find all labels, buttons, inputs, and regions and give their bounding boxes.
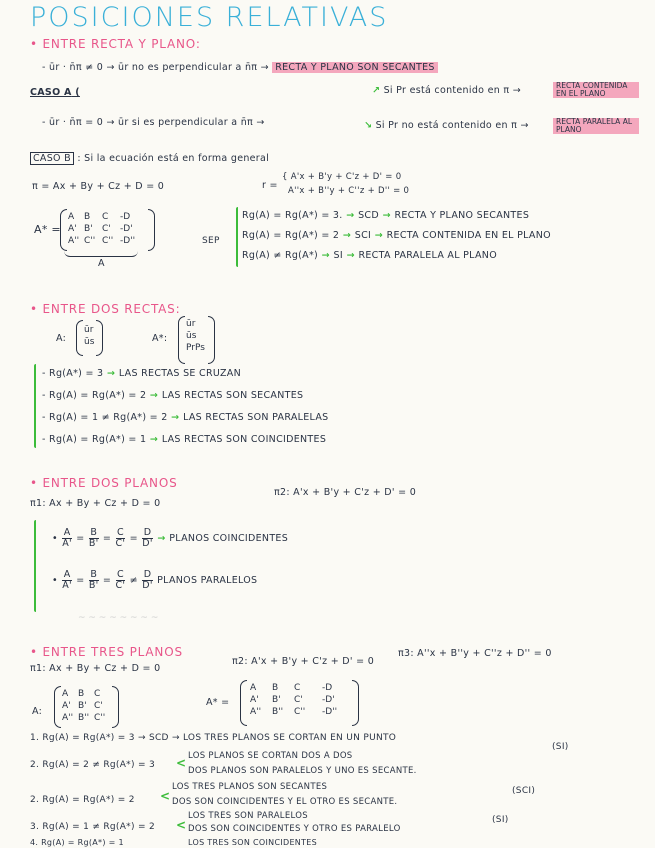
arrow-icon: → <box>371 230 387 241</box>
rules-brace <box>236 207 238 267</box>
branch2 <box>364 120 529 131</box>
fraction <box>62 570 72 591</box>
rule-result: LAS RECTAS SON COINCIDENTES <box>161 434 327 445</box>
matrix-cell: -D' <box>322 695 335 705</box>
matrix-cell: C' <box>102 224 111 234</box>
dos-rectas-a-label: A: <box>56 333 67 344</box>
arrow-icon: → <box>342 250 359 261</box>
rule-condition: - Rg(A) = Rg(A*) = 1 <box>42 434 147 445</box>
matrix-cell: B' <box>272 695 281 705</box>
fraction-numerator: B <box>90 569 98 580</box>
rule-result: LAS RECTAS SE CRUZAN <box>118 368 241 379</box>
operator: ≠ <box>126 575 142 586</box>
arrow-icon: → <box>146 390 162 401</box>
matrix-row <box>186 318 210 330</box>
fraction-numerator: A <box>63 569 71 580</box>
augmented-matrix <box>68 211 142 247</box>
fraction-denominator: B' <box>88 538 99 549</box>
matrix-cell: C'' <box>102 236 114 246</box>
rule-condition: Rg(A) = Rg(A*) = 3. <box>242 210 343 221</box>
tres-planos-astar-label: A* = <box>206 697 230 708</box>
arrow-icon: → <box>153 533 170 544</box>
fraction-denominator: C' <box>115 538 126 549</box>
matrix-cell: A' <box>250 695 259 705</box>
fraction <box>142 528 153 549</box>
caso-a-text: CASO A <box>30 87 72 98</box>
arrow-icon: ↗ <box>372 85 381 96</box>
matrix-row <box>62 700 110 712</box>
fraction-numerator: C <box>116 527 124 538</box>
matrix-row <box>250 682 352 694</box>
matrix-cell: C' <box>294 695 303 705</box>
matrix-row <box>250 706 352 718</box>
matrix-cell: ūs <box>84 337 95 347</box>
operator: = <box>72 533 88 544</box>
arrow-icon: → <box>103 368 119 379</box>
matrix-row <box>68 211 142 223</box>
section-heading-recta-plano <box>30 37 201 51</box>
matrix-cell: ūr <box>186 319 196 329</box>
astar-label: A* = <box>34 223 61 236</box>
caso-b-label: CASO B <box>30 152 74 165</box>
tres-planos-astar-matrix <box>250 682 352 718</box>
rule-condition: - Rg(A) = Rg(A*) = 2 <box>42 390 147 401</box>
dos-rectas-astar-matrix <box>186 318 210 354</box>
rule4-tag: (SI) <box>492 815 509 825</box>
dos-rectas-rule <box>42 434 326 445</box>
fraction-denominator: A' <box>62 538 72 549</box>
arrow-icon: → <box>167 412 184 423</box>
matrix-row <box>84 324 98 336</box>
matrix-cell: A'' <box>250 707 262 717</box>
bullet-icon: • <box>52 575 62 586</box>
line2-text: - ūr · n̄π = 0 → ūr si es perpendicular a n̄π → <box>42 117 265 128</box>
r-label: r = <box>262 180 278 191</box>
matrix-cell: C <box>102 212 109 222</box>
matrix-cell: A <box>68 212 75 222</box>
recta-plano-rule <box>242 230 551 241</box>
matrix-cell: A'' <box>68 236 80 246</box>
tres-planos-a-label: A: <box>32 706 43 717</box>
tres-planos-rule4-cond: 3. Rg(A) = 1 ≠ Rg(A*) = 2 <box>30 822 155 832</box>
heading-text: ENTRE RECTA Y PLANO: <box>42 37 201 51</box>
rule2-b: DOS PLANOS SON PARALELOS Y UNO ES SECANTE. <box>188 766 417 776</box>
fraction-numerator: D <box>143 569 152 580</box>
heading-text: ENTRE DOS RECTAS: <box>42 302 181 316</box>
branch1-result: RECTA CONTENIDA EN EL PLANO <box>553 82 639 98</box>
matrix-cell: B'' <box>78 713 90 723</box>
tres-planos-rule2-cond: 2. Rg(A) = 2 ≠ Rg(A*) = 3 <box>30 760 155 770</box>
dos-planos-pi1: π1: Ax + By + Cz + D = 0 <box>30 498 161 509</box>
matrix-cell: C'' <box>84 236 96 246</box>
arrow-icon: ↘ <box>364 120 373 131</box>
caso-b-line <box>30 153 269 164</box>
sep-label: SEP <box>202 236 220 246</box>
dos-planos-pi2: π2: A'x + B'y + C'z + D' = 0 <box>274 487 417 498</box>
matrix-row <box>250 694 352 706</box>
matrix-row <box>68 235 142 247</box>
matrix-cell: -D'' <box>120 236 136 246</box>
fraction-denominator: D' <box>142 538 153 549</box>
rule3-b: DOS SON COINCIDENTES Y EL OTRO ES SECANTE. <box>172 797 398 807</box>
matrix-cell: C'' <box>94 713 106 723</box>
operator: = <box>99 575 115 586</box>
fraction-denominator: C' <box>115 580 126 591</box>
rule3-tag: (SCI) <box>512 786 536 796</box>
matrix-cell: B' <box>78 701 87 711</box>
matrix-cell: C <box>94 689 101 699</box>
tres-planos-pi2: π2: A'x + B'y + C'z + D' = 0 <box>232 656 375 667</box>
operator: = <box>72 575 88 586</box>
matrix-a-label: A <box>98 258 105 269</box>
r-equation-1: { A'x + B'y + C'z + D' = 0 <box>282 172 402 182</box>
branch1-text: Si Pr está contenido en π → <box>383 85 521 96</box>
fraction <box>116 528 126 549</box>
bleed-through-scribble: ~ ~ ~ ~ ~ ~ ~ ~ <box>78 613 159 623</box>
tres-planos-rule1: 1. Rg(A) = Rg(A*) = 3 → SCD → LOS TRES PLANOS SE CORTAN EN UN PUNTO <box>30 733 397 743</box>
matrix-right-bracket <box>148 209 155 251</box>
rule2-tag: (SI) <box>552 742 569 752</box>
a-left-bracket <box>54 686 61 728</box>
matrix-left-bracket <box>60 209 67 251</box>
rule-condition: - Rg(A*) = 3 <box>42 368 104 379</box>
recta-plano-rule <box>242 210 529 221</box>
branch2-text: Si Pr no está contenido en π → <box>375 120 529 131</box>
section-heading-tres-planos <box>30 645 183 659</box>
dos-rectas-rule <box>42 412 328 423</box>
rule-result: LAS RECTAS SON SECANTES <box>161 390 304 401</box>
matrix-cell: A <box>250 683 257 693</box>
matrix-cell: C'' <box>294 707 306 717</box>
dos-rectas-astar-label: A*: <box>152 333 168 344</box>
tres-planos-rule3-cond: 2. Rg(A) = Rg(A*) = 2 <box>30 795 135 805</box>
heading-text: ENTRE TRES PLANOS <box>42 645 183 659</box>
bullet-icon: • <box>30 476 38 490</box>
matrix-cell: C' <box>94 701 103 711</box>
arrow-icon: → <box>339 230 355 241</box>
rule-result: LAS RECTAS SON PARALELAS <box>183 412 329 423</box>
matrix-row <box>186 330 210 342</box>
fraction <box>116 570 126 591</box>
rule4-b: DOS SON COINCIDENTES Y OTRO ES PARALELO <box>188 824 401 834</box>
matrix-cell: PrPs <box>186 343 205 353</box>
fraction <box>89 570 99 591</box>
fraction-numerator: B <box>90 527 98 538</box>
matrix-cell: A'' <box>62 713 74 723</box>
matrix-cell: B <box>84 212 91 222</box>
recta-plano-line1 <box>42 62 438 73</box>
rule-system: SI <box>333 250 343 261</box>
fraction-numerator: C <box>116 569 124 580</box>
rule2-fork-icon: < <box>176 756 187 770</box>
recta-plano-line2 <box>42 117 265 128</box>
plane-equation: π = Ax + By + Cz + D = 0 <box>32 181 165 192</box>
caso-b-text: : Si la ecuación está en forma general <box>77 153 270 164</box>
heading-text: ENTRE DOS PLANOS <box>42 476 178 490</box>
branch2-result: RECTA PARALELA AL PLANO <box>553 118 639 134</box>
matrix-row <box>186 342 210 354</box>
matrix-cell: -D <box>120 212 131 222</box>
rule4-a: LOS TRES SON PARALELOS <box>188 811 308 821</box>
fraction-numerator: A <box>63 527 71 538</box>
dos-planos-case-paralelos <box>52 570 257 591</box>
tres-planos-rule5-cond: 4. Rg(A) = Rg(A*) = 1 <box>30 838 124 847</box>
matrix-row <box>84 336 98 348</box>
matrix-cell: A' <box>68 224 77 234</box>
matrix-cell: B <box>78 689 85 699</box>
tres-planos-a-matrix <box>62 688 110 724</box>
section-heading-dos-rectas <box>30 302 180 316</box>
fraction <box>142 570 153 591</box>
matrix-cell: ūr <box>84 325 94 335</box>
matrix-cell: -D' <box>120 224 133 234</box>
rule-condition: Rg(A) ≠ Rg(A*) <box>242 250 319 261</box>
recta-plano-rule <box>242 250 497 261</box>
fraction <box>62 528 72 549</box>
rule5-a: LOS TRES SON COINCIDENTES <box>188 838 318 847</box>
fraction-numerator: D <box>143 527 152 538</box>
a-left-bracket <box>76 320 83 356</box>
bullet-icon: • <box>30 37 38 51</box>
matrix-cell: -D <box>322 683 333 693</box>
dos-planos-brace <box>34 520 36 612</box>
rule2-a: LOS PLANOS SE CORTAN DOS A DOS <box>188 751 353 761</box>
rule3-a: LOS TRES PLANOS SON SECANTES <box>172 782 328 792</box>
caso-a-label: CASO A ( <box>30 87 80 98</box>
branch1 <box>372 85 521 96</box>
operator: = <box>126 533 142 544</box>
arrow-icon: → <box>146 434 162 445</box>
dos-rectas-rule <box>42 390 303 401</box>
dos-rectas-brace <box>34 364 36 448</box>
rule-system: SCI <box>354 230 372 241</box>
matrix-cell: C <box>294 683 301 693</box>
fraction-denominator: B' <box>88 580 99 591</box>
section-heading-dos-planos <box>30 476 178 490</box>
dos-rectas-rule <box>42 368 241 379</box>
matrix-row <box>62 712 110 724</box>
astar-left-bracket <box>240 680 247 726</box>
dos-planos-case-coincidentes <box>52 528 288 549</box>
matrix-cell: B <box>272 683 279 693</box>
case-result: PLANOS PARALELOS <box>157 575 258 586</box>
rule-system: SCD <box>358 210 379 221</box>
arrow-icon: → <box>342 210 359 221</box>
matrix-cell: A' <box>62 701 71 711</box>
rule-result: RECTA Y PLANO SECANTES <box>394 210 530 221</box>
page-title: POSICIONES RELATIVAS <box>30 2 389 33</box>
tres-planos-pi3: π3: A''x + B''y + C''z + D'' = 0 <box>398 648 552 659</box>
dos-rectas-a-matrix <box>84 324 98 348</box>
bullet-icon: • <box>52 533 62 544</box>
fraction-denominator: D' <box>142 580 153 591</box>
astar-right-bracket <box>352 680 359 726</box>
r-eq1-text: A'x + B'y + C'z + D' = 0 <box>290 172 402 182</box>
operator: = <box>99 533 115 544</box>
matrix-row <box>62 688 110 700</box>
line1-result: RECTA Y PLANO SON SECANTES <box>272 62 438 73</box>
matrix-underbrace <box>64 251 138 257</box>
arrow-icon: → <box>318 250 334 261</box>
matrix-cell: A <box>62 689 69 699</box>
rule-result: RECTA PARALELA AL PLANO <box>358 250 497 261</box>
matrix-cell: -D'' <box>322 707 338 717</box>
matrix-cell: B' <box>84 224 93 234</box>
matrix-cell: ūs <box>186 331 197 341</box>
tres-planos-pi1: π1: Ax + By + Cz + D = 0 <box>30 663 161 674</box>
a-right-bracket <box>112 686 119 728</box>
matrix-cell: B'' <box>272 707 284 717</box>
rule-result: RECTA CONTENIDA EN EL PLANO <box>386 230 551 241</box>
fraction <box>89 528 99 549</box>
astar-left-bracket <box>178 316 185 364</box>
rule4-fork-icon: < <box>176 818 187 832</box>
case-result: PLANOS COINCIDENTES <box>169 533 289 544</box>
arrow-icon: → <box>378 210 395 221</box>
rule-condition: Rg(A) = Rg(A*) = 2 <box>242 230 340 241</box>
line1-text: - ūr · n̄π ≠ 0 → ūr no es perpendicular a n̄π → <box>42 62 269 73</box>
matrix-row <box>68 223 142 235</box>
rule3-fork-icon: < <box>160 789 171 803</box>
fraction-denominator: A' <box>62 580 72 591</box>
bullet-icon: • <box>30 302 38 316</box>
r-equation-2: A''x + B''y + C''z + D'' = 0 <box>288 186 410 196</box>
bullet-icon: • <box>30 645 38 659</box>
rule-condition: - Rg(A) = 1 ≠ Rg(A*) = 2 <box>42 412 168 423</box>
